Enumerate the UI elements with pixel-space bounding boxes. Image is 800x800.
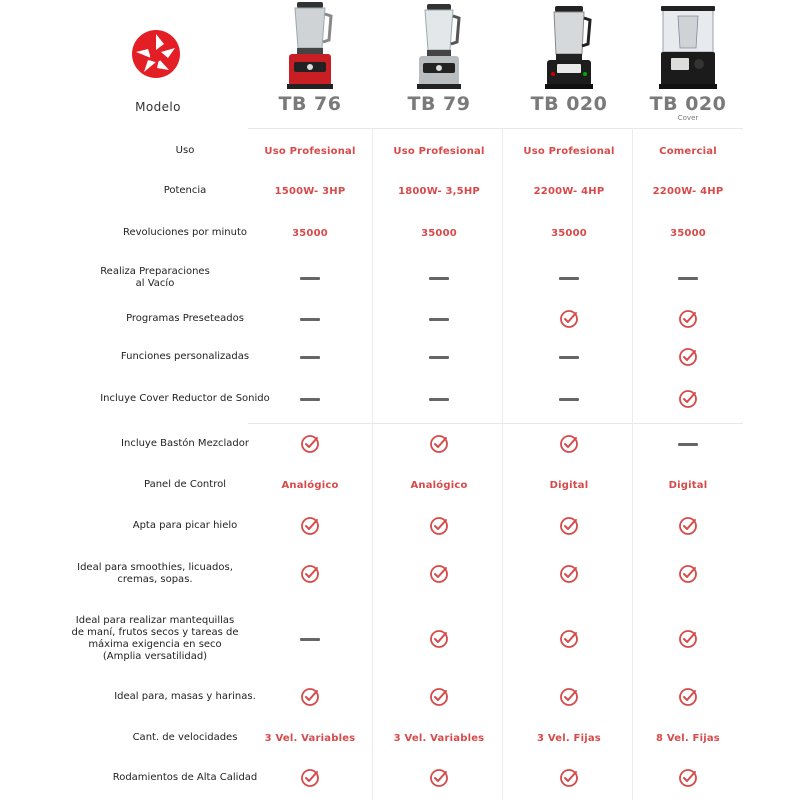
comparison-cell bbox=[374, 726, 504, 750]
dash-icon bbox=[429, 356, 449, 359]
product-tb020-cover bbox=[633, 0, 743, 126]
comparison-cell bbox=[623, 562, 753, 586]
check-icon bbox=[300, 516, 320, 536]
comparison-cell bbox=[245, 514, 375, 538]
feature-label: Ideal para realizar mantequillas de maní, frutos secos y tareas de máxima exigencia en seco (Amplia versatilidad) bbox=[71, 615, 239, 662]
cell-value: 35000 bbox=[292, 227, 328, 239]
check-icon bbox=[678, 516, 698, 536]
feature-label: Cant. de velocidades bbox=[132, 732, 238, 743]
dash-icon bbox=[678, 443, 698, 446]
comparison-cell bbox=[374, 766, 504, 790]
feature-label: Programas Preseteados bbox=[126, 313, 244, 324]
dash-icon bbox=[559, 398, 579, 401]
product-name: TB 020 bbox=[530, 93, 608, 115]
comparison-cell bbox=[623, 139, 753, 163]
comparison-cell bbox=[504, 473, 634, 497]
check-icon bbox=[678, 347, 698, 367]
dash-icon bbox=[300, 638, 320, 641]
feature-label: Ideal para, masas y harinas. bbox=[114, 691, 256, 702]
check-icon bbox=[678, 629, 698, 649]
comparison-cell bbox=[245, 139, 375, 163]
comparison-cell bbox=[245, 179, 375, 203]
comparison-cell bbox=[374, 139, 504, 163]
check-icon bbox=[559, 629, 579, 649]
comparison-cell bbox=[623, 766, 753, 790]
comparison-cell bbox=[504, 266, 634, 290]
comparison-cell bbox=[374, 221, 504, 245]
comparison-cell bbox=[623, 387, 753, 411]
check-icon bbox=[429, 564, 449, 584]
check-icon bbox=[429, 687, 449, 707]
cell-value: 8 Vel. Fijas bbox=[656, 732, 720, 744]
cell-value: 3 Vel. Variables bbox=[393, 732, 485, 744]
comparison-cell bbox=[504, 685, 634, 709]
check-icon bbox=[300, 434, 320, 454]
comparison-cell bbox=[374, 345, 504, 369]
comparison-cell bbox=[504, 345, 634, 369]
comparison-cell bbox=[504, 387, 634, 411]
comparison-cell bbox=[623, 432, 753, 456]
comparison-cell bbox=[245, 387, 375, 411]
check-icon bbox=[429, 768, 449, 788]
comparison-cell bbox=[504, 726, 634, 750]
feature-label: Realiza Preparaciones al Vacío bbox=[100, 266, 210, 289]
dash-icon bbox=[300, 356, 320, 359]
comparison-cell bbox=[623, 685, 753, 709]
comparison-cell bbox=[245, 685, 375, 709]
check-icon bbox=[559, 768, 579, 788]
feature-label: Funciones personalizadas bbox=[120, 351, 250, 362]
feature-label: Apta para picar hielo bbox=[132, 520, 238, 531]
dash-icon bbox=[429, 318, 449, 321]
comparison-cell bbox=[504, 627, 634, 651]
comparison-cell bbox=[623, 514, 753, 538]
cell-value: 35000 bbox=[421, 227, 457, 239]
comparison-cell bbox=[245, 562, 375, 586]
comparison-cell bbox=[623, 627, 753, 651]
comparison-cell bbox=[623, 345, 753, 369]
comparison-cell bbox=[374, 514, 504, 538]
blender-tb76-image bbox=[255, 0, 365, 92]
comparison-cell bbox=[245, 266, 375, 290]
cell-value: 1500W- 3HP bbox=[274, 185, 346, 197]
comparison-cell bbox=[623, 179, 753, 203]
comparison-cell bbox=[374, 179, 504, 203]
dash-icon bbox=[300, 277, 320, 280]
feature-label: Uso bbox=[175, 145, 195, 156]
comparison-cell bbox=[623, 726, 753, 750]
dash-icon bbox=[300, 398, 320, 401]
blender-tb020-cover-image bbox=[633, 0, 743, 92]
check-icon bbox=[559, 564, 579, 584]
product-name: TB 79 bbox=[407, 93, 471, 115]
cell-value: Uso Profesional bbox=[393, 145, 485, 157]
comparison-cell bbox=[623, 266, 753, 290]
comparison-cell bbox=[504, 514, 634, 538]
cell-value: Analógico bbox=[281, 479, 339, 491]
comparison-cell bbox=[504, 179, 634, 203]
comparison-cell bbox=[374, 627, 504, 651]
comparison-cell bbox=[504, 307, 634, 331]
cell-value: Digital bbox=[549, 479, 589, 491]
dash-icon bbox=[429, 277, 449, 280]
row-separator bbox=[248, 128, 743, 129]
check-icon bbox=[429, 516, 449, 536]
dash-icon bbox=[429, 398, 449, 401]
comparison-cell bbox=[623, 307, 753, 331]
comparison-cell bbox=[504, 766, 634, 790]
cell-value: 35000 bbox=[670, 227, 706, 239]
comparison-cell bbox=[245, 766, 375, 790]
dash-icon bbox=[300, 318, 320, 321]
cell-value: Uso Profesional bbox=[523, 145, 615, 157]
comparison-cell bbox=[245, 627, 375, 651]
check-icon bbox=[678, 687, 698, 707]
comparison-cell bbox=[245, 307, 375, 331]
check-icon bbox=[429, 434, 449, 454]
comparison-cell bbox=[245, 221, 375, 245]
comparison-cell bbox=[245, 345, 375, 369]
comparison-cell bbox=[504, 432, 634, 456]
check-icon bbox=[429, 629, 449, 649]
comparison-cell bbox=[374, 473, 504, 497]
comparison-cell bbox=[374, 432, 504, 456]
comparison-cell bbox=[245, 432, 375, 456]
cell-value: 1800W- 3,5HP bbox=[398, 185, 480, 197]
check-icon bbox=[300, 768, 320, 788]
feature-label: Potencia bbox=[163, 185, 207, 196]
dash-icon bbox=[678, 277, 698, 280]
dash-icon bbox=[559, 356, 579, 359]
product-tb76 bbox=[255, 0, 365, 126]
product-name: TB 020 bbox=[649, 93, 727, 115]
comparison-cell bbox=[374, 562, 504, 586]
check-icon bbox=[678, 389, 698, 409]
comparison-cell bbox=[504, 221, 634, 245]
check-icon bbox=[559, 687, 579, 707]
model-column-label: Modelo bbox=[135, 100, 181, 114]
check-icon bbox=[559, 309, 579, 329]
comparison-cell bbox=[374, 387, 504, 411]
comparison-cell bbox=[623, 221, 753, 245]
comparison-cell bbox=[245, 726, 375, 750]
feature-label: Incluye Cover Reductor de Sonido bbox=[100, 393, 270, 404]
product-tb020 bbox=[514, 0, 624, 126]
comparison-cell bbox=[623, 473, 753, 497]
blender-tb020-image bbox=[514, 0, 624, 92]
brand-logo-icon bbox=[130, 28, 182, 80]
cell-value: 35000 bbox=[551, 227, 587, 239]
check-icon bbox=[559, 434, 579, 454]
feature-label: Ideal para smoothies, licuados, cremas, sopas. bbox=[77, 562, 233, 585]
cell-value: Analógico bbox=[410, 479, 468, 491]
comparison-cell bbox=[504, 139, 634, 163]
feature-label: Incluye Bastón Mezclador bbox=[121, 438, 249, 449]
comparison-cell bbox=[374, 307, 504, 331]
cell-value: 2200W- 4HP bbox=[652, 185, 724, 197]
row-separator bbox=[248, 423, 743, 424]
feature-label: Revoluciones por minuto bbox=[122, 227, 248, 238]
dash-icon bbox=[559, 277, 579, 280]
cell-value: 2200W- 4HP bbox=[533, 185, 605, 197]
feature-label: Rodamientos de Alta Calidad bbox=[112, 772, 258, 783]
cell-value: Comercial bbox=[659, 145, 717, 157]
comparison-cell bbox=[504, 562, 634, 586]
cell-value: 3 Vel. Variables bbox=[264, 732, 356, 744]
comparison-cell bbox=[374, 685, 504, 709]
cell-value: Uso Profesional bbox=[264, 145, 356, 157]
cell-value: 3 Vel. Fijas bbox=[537, 732, 601, 744]
check-icon bbox=[678, 768, 698, 788]
check-icon bbox=[678, 564, 698, 584]
comparison-cell bbox=[245, 473, 375, 497]
check-icon bbox=[300, 687, 320, 707]
cell-value: Digital bbox=[668, 479, 708, 491]
product-name: TB 76 bbox=[278, 93, 342, 115]
check-icon bbox=[678, 309, 698, 329]
blender-tb79-image bbox=[384, 0, 494, 92]
check-icon bbox=[300, 564, 320, 584]
check-icon bbox=[559, 516, 579, 536]
product-tb79 bbox=[384, 0, 494, 126]
product-subtitle: Cover bbox=[677, 114, 699, 122]
comparison-cell bbox=[374, 266, 504, 290]
feature-label: Panel de Control bbox=[144, 479, 226, 490]
